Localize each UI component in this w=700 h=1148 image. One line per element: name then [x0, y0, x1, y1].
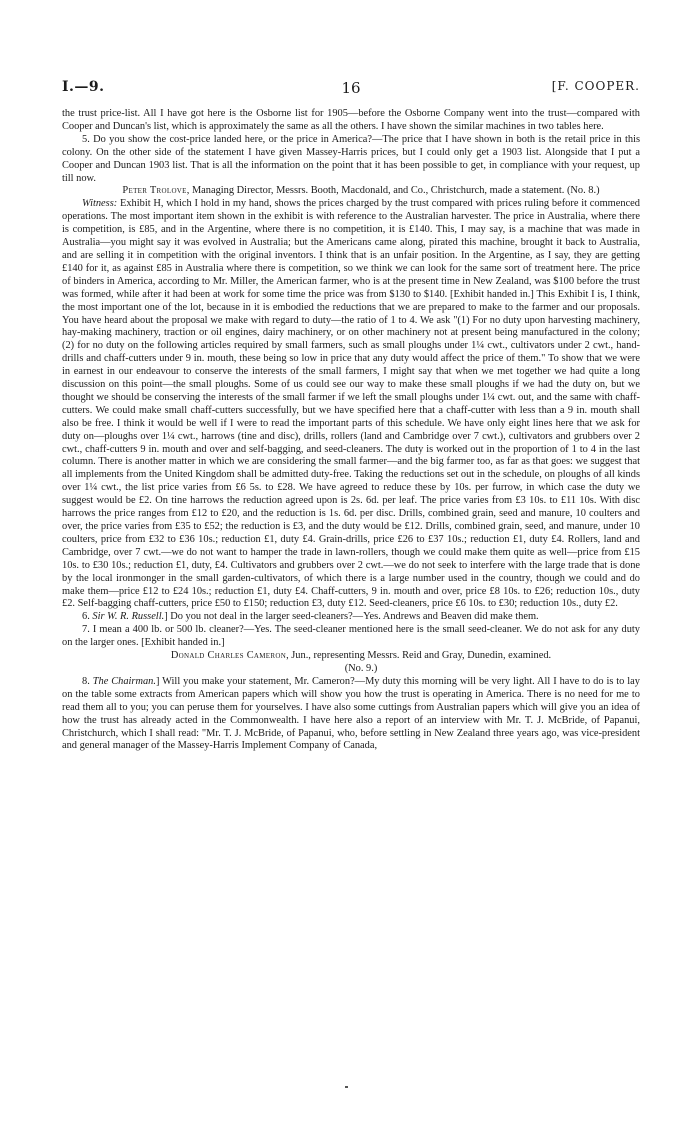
paragraph: the trust price-list. All I have got here is the Osborne list for 1905—before the Osborne Company went into the trust—compared with Cooper and Duncan's list, which is approximately the same as all the others. I have shown the similar machines in two tables here. — [62, 108, 640, 132]
question-text: ] Do you not deal in the larger seed-cleaners?—Yes. Andrews and Beaven did make them. — [164, 611, 539, 623]
witness-number: (No. 9.) — [344, 662, 378, 674]
speaker-label: Witness: — [82, 198, 118, 210]
page-number: 16 — [341, 79, 361, 97]
speaker-label: Sir W. R. Russell. — [92, 611, 165, 623]
question-number: 6. — [82, 611, 90, 623]
document-reference: I.—9. — [62, 79, 105, 95]
print-speck — [345, 1086, 348, 1088]
witness-running-head: [F. COOPER. — [551, 79, 640, 93]
witness-name: Donald Charles Cameron — [170, 650, 287, 662]
paragraph-witness-statement — [62, 198, 640, 611]
paragraph-question-6 — [62, 611, 640, 624]
witness-description: , Managing Director, Messrs. Booth, Macdonald, and Co., Christchurch, made a statement. (No. 8.) — [186, 185, 600, 197]
witness-heading-trolove — [62, 185, 640, 198]
document-body — [62, 108, 640, 753]
statement-text: Exhibit H, which I hold in my hand, shows the prices charged by the trust compared with prices ruling before it commenced operations. The most important item shown in the exhibit is with reference to the Australian harvester. The price in Australia, where there is competition, is £85, and in the Argentine, where there is no competition, it is £140. This, I may say, is a machine that was made in Australia—you might say it was evolved in Australia; but the Americans came along, pirated this machine, brought it back to Australia, and are selling it in competition with the original inventors. I think that is an unfair position. In the Argentine, as I say, they are getting £140 for it, as against £85 in Australia where there is competition, so we think we can look for the same sort of treatment here. The price of binders in America, according to Mr. Miller, the American farmer, who is at the present time in New Zealand, was $100 before the trust was formed, while after it had been at work for some time the price was from $130 to $140. [Exhibit handed in.] This Exhibit I is, I think, the most important one of the lot, because in it is embodied the reductions that we are prepared to make to the farmer and our proposals. You have heard about the proposal we make with regard to duty—the ratio of 1 to 4. We ask "(1) For no duty upon harvesting machinery, hay-making machinery, traction or oil engines, dairy machinery, or on other machinery not at present being manufactured in the colony; (2) for no duty on the following articles required by small farmers, such as small ploughs under 1¼ cwt., cultivators under 2 cwt., hand-drills and chaff-cutters under 9 in. mouth, these being so low in price that any duty would affect the price of them." To show that we were in earnest in our endeavour to conserve the interests of the small farmers, I might say that when we met together we had quite a long discussion on this point—the small ploughs. Some of us could see our way to make these small ploughs if we had the duty on, but we thought we should be conserving the interests of the small farmer if we left the small ploughs under 1¼ cwt. out, and the same with chaff-cutters. We could make small chaff-cutters successfully, but we have specified here that a chaff-cutter with less than a 9 in. mouth shall also be free. I think it would be well if I were to read the important parts of this schedule. We have only eight lines here that we ask for duty on—ploughs over 1¼ cwt., harrows (tine and disc), drills, rollers (land and Cambridge over 7 cwt.), cultivators and grubbers over 2 cwt., chaff-cutters 9 in. mouth and over and self-bagging, and seed-cleaners. The duty is worked out in the proportion of 1 to 4 in the last column. There is another matter in which we are considering the small farmer—and the big farmer too, as far as that goes: we suggest that all implements from the United Kingdom shall be admitted duty-free. Taking the reductions set out in the schedule, on ploughs of all kinds over 1¼ cwt., the list price varies from £6 5s. to £28. We have agreed to reduce these by 10s. per furrow, in which case the duty we suggest would be £2. On tine harrows the reduction agreed upon is 2s. 6d. per leaf. The price varies from £3 10s. to £11 10s. With disc harrows the price ranges from £12 to £20, and the reduction is 1s. 6d. per disc. Drills, combined grain, seed and manure, 10 coulters and over, the price varies from £35 to £52; the reduction is £3, and the duty would be £12. Drills, combined grain, seed, and manure, under 10 coulters, price from £32 to £36 10s.; reduction £1, duty £4. Grain-drills, price £26 to £37 10s.; reduction £1, duty £4. Rollers, land and Cambridge, over 7 cwt.—we do not want to hamper the trade in lawn-rollers, though we could make them quite as well—price from £15 10s. to £30 10s.; reduction £1, duty, £4. Cultivators and grubbers over 2 cwt.—we do not seek to interfere with the large trade that is done by the local ironmonger in the small garden-cultivators, of which there is a large number used in the country, though we could and do make them—price £12 to £24 10s.; reduction £1, duty £4. Chaff-cutters, 9 in. mouth and over, price £8 10s. to £26; reduction 10s., duty £2. Self-bagging chaff-cutters, price £50 to £150; reduction £3, duty £12. Seed-cleaners, price £6 10s. to £30; reduction 10s., duty £2. — [62, 198, 640, 610]
paragraph-question-7: 7. I mean a 400 lb. or 500 lb. cleaner?—Yes. The seed-cleaner mentioned here is the small seed-cleaner. We do not ask for any duty on the larger ones. [Exhibit handed in.] — [62, 624, 640, 649]
speaker-label: The Chairman. — [92, 675, 156, 687]
paragraph-question-5: 5. Do you show the cost-price landed here, or the price in America?—The price that I have shown in both is the retail price in this colony. On the other side of the statement I have given Massey-Harris prices, but I could only get a 1903 list. Alongside that I put a Cooper and Duncan 1903 list. That is all the information on the point that it has been possible to get, in compliance with your request, up till now. — [62, 133, 640, 184]
witness-name: Peter Trolove — [122, 185, 187, 197]
question-text: ] Will you make your statement, Mr. Cameron?—My duty this morning will be very light. All I have to do is to lay on the table some extracts from American papers which will show you how the trust is operating in America. There is no need for me to read them all to you; you can peruse them for yourselves. I have also some cuttings from Australian papers which will give you an idea of how the trust has already acted in the Commonwealth. I have here also a report of an interview with Mr. T. J. McBride, of Papanui, Christchurch, which I shall read: "Mr. T. J. McBride, of Papanui, who, before settling in New Zealand three years ago, was vice-president and general manager of the Massey-Harris Implement Company of Canada, — [62, 675, 640, 752]
witness-description: , Jun., representing Messrs. Reid and Gray, Dunedin, examined. — [286, 650, 552, 662]
question-number: 8. — [82, 675, 90, 687]
paragraph-question-8 — [62, 676, 640, 753]
page-header — [62, 79, 640, 99]
witness-heading-cameron — [62, 650, 640, 676]
